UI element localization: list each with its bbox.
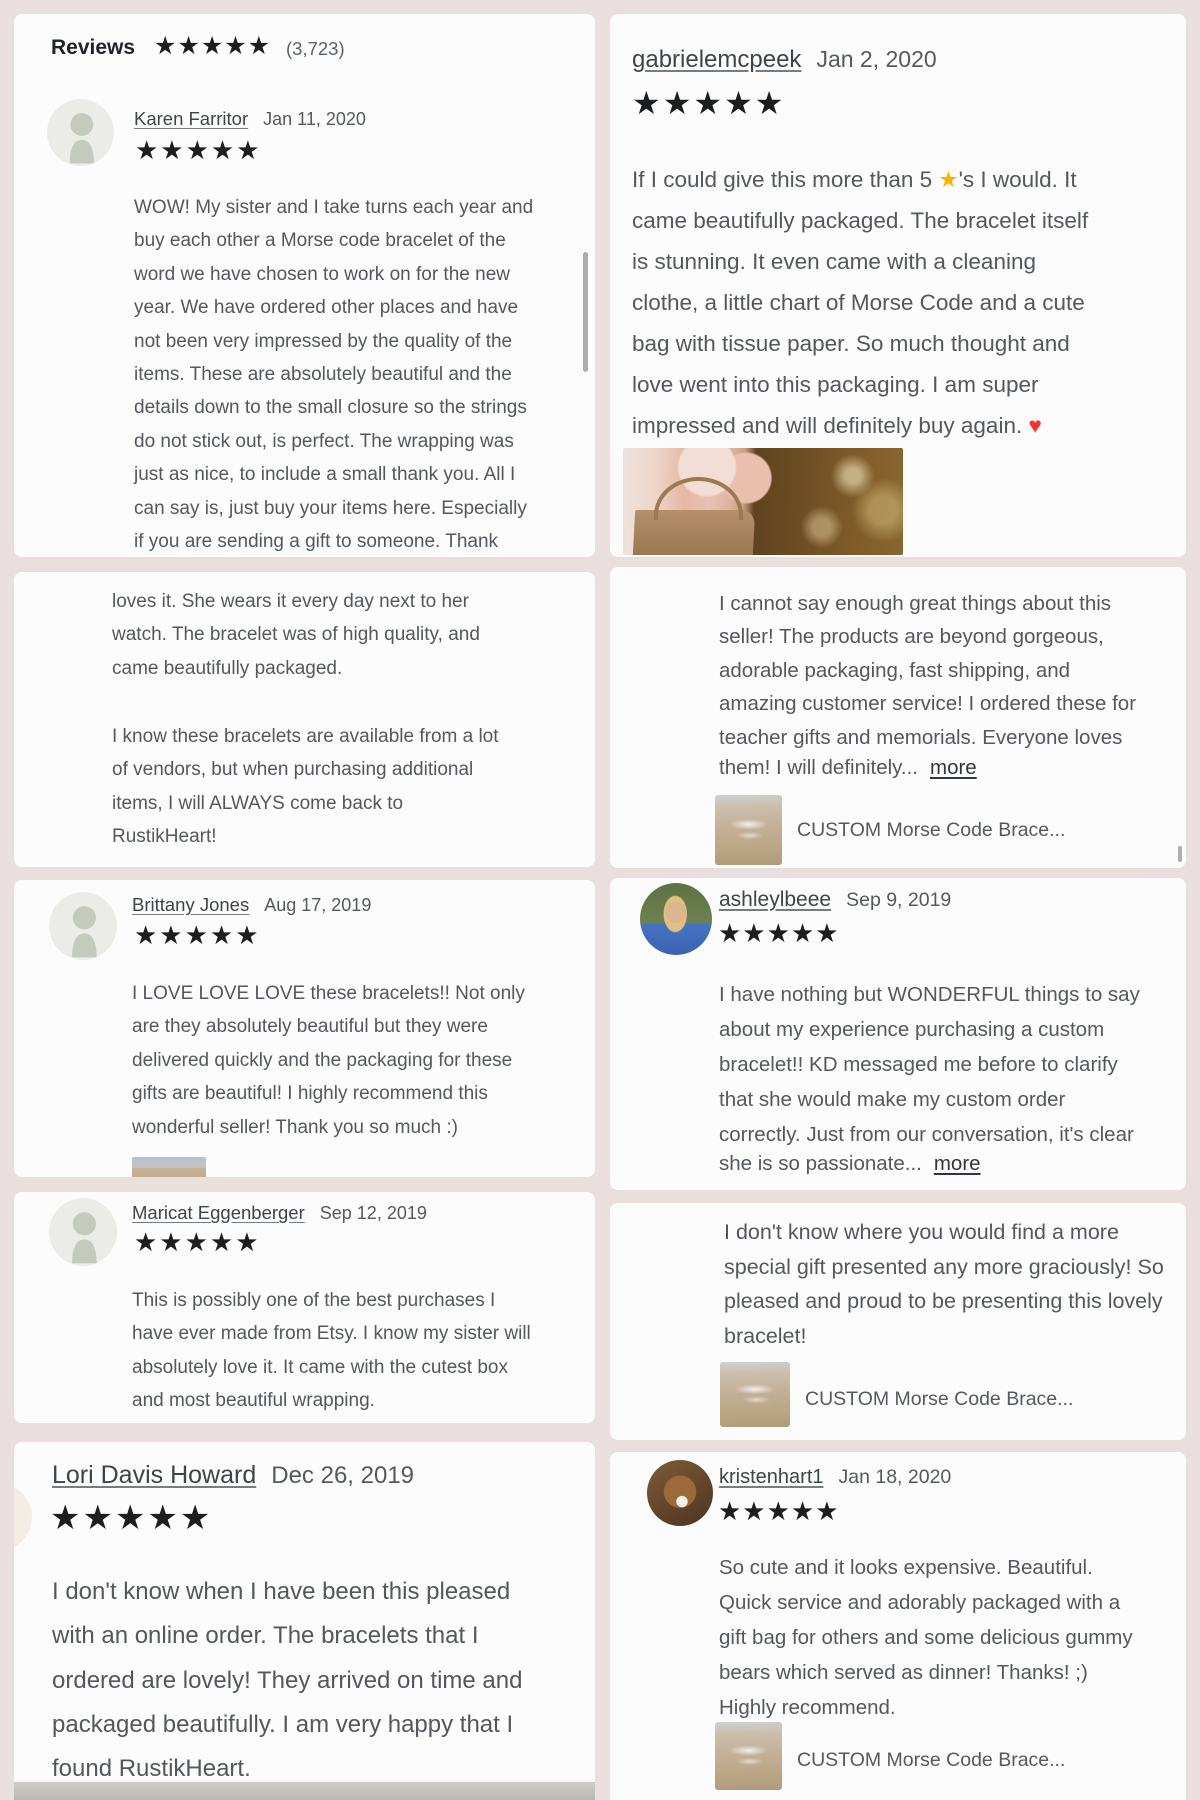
avatar-photo[interactable] bbox=[640, 883, 712, 955]
overall-rating-stars-icon: ★★★★★ bbox=[154, 32, 272, 60]
reviewer-name-link[interactable]: kristenhart1 bbox=[719, 1466, 824, 1488]
rating-stars-icon: ★★★★★ bbox=[134, 1227, 261, 1257]
review-text: I don't know where you would find a more special gift presented any more graciously! So pleased and proud to be presenting this lovely bracelet! bbox=[724, 1220, 1164, 1348]
review-text: I LOVE LOVE LOVE these bracelets!! Not only are they absolutely beautiful but they were delivered quickly and the packaging for these gifts are beautiful! I highly recommend this wonderful seller! Thank you so much :) bbox=[132, 983, 525, 1138]
review-text-last-line: she is so passionate... bbox=[719, 1152, 922, 1175]
reviewer-name-link[interactable]: gabrielemcpeek bbox=[632, 46, 802, 73]
avatar-placeholder[interactable] bbox=[14, 1483, 32, 1551]
scrollbar-thumb[interactable] bbox=[1178, 846, 1182, 862]
reviewer-name-link[interactable]: Karen Farritor bbox=[134, 108, 249, 129]
product-thumbnail[interactable] bbox=[720, 1362, 790, 1427]
review-card-lori bbox=[14, 1442, 595, 1800]
review-text: I know these bracelets are available from a lot of vendors, but when purchasing additional items, I will ALWAYS come back to RustikHeart! bbox=[112, 726, 499, 848]
more-link[interactable]: more bbox=[930, 756, 977, 779]
review-date: Aug 17, 2019 bbox=[264, 895, 372, 915]
review-text: I cannot say enough great things about this seller! The products are beyond gorgeous, adorable packaging, fast shipping, and amazing customer service! I ordered these for teacher gifts and memorials. Everyone loves bbox=[719, 592, 1137, 749]
avatar-placeholder[interactable] bbox=[49, 892, 117, 960]
review-text: WOW! My sister and I take turns each year and buy each other a Morse code bracelet of the word we have chosen to work on for the new year. We have ordered other places and have not been very impressed by the quality of the items. These are absolutely beautiful and the details down to the small closure so the strings do not stick out, is perfect. The wrapping was just as nice, to include a small thank you. All I can say is, just buy your items here. Especially if you are sending a gift to someone. Thank bbox=[134, 197, 534, 553]
review-card-continuation-watch bbox=[14, 572, 595, 867]
gold-star-icon: ★ bbox=[938, 167, 959, 192]
reviewer-name-link[interactable]: Maricat Eggenberger bbox=[132, 1202, 305, 1223]
rating-stars-icon: ★★★★★ bbox=[135, 135, 262, 165]
review-text: loves it. She wears it every day next to her watch. The bracelet was of high quality, and came beautifully packaged. bbox=[112, 591, 480, 679]
bag-handle-shape bbox=[654, 477, 743, 520]
photo-edge-strip bbox=[14, 1782, 595, 1800]
review-card-karen bbox=[14, 14, 595, 557]
more-link[interactable]: more bbox=[933, 1152, 981, 1175]
person-icon bbox=[47, 99, 114, 166]
review-photo-gift-bag[interactable] bbox=[623, 448, 903, 555]
avatar-photo-dog[interactable] bbox=[647, 1460, 713, 1526]
rating-stars-icon: ★★★★★ bbox=[134, 920, 261, 950]
reviewer-name-link[interactable]: Lori Davis Howard bbox=[52, 1461, 257, 1489]
review-card-kristen bbox=[610, 1452, 1186, 1800]
rating-stars-icon: ★★★★★ bbox=[718, 1496, 840, 1526]
review-date: Sep 9, 2019 bbox=[846, 889, 952, 911]
reviewer-name-link[interactable]: Brittany Jones bbox=[132, 894, 250, 915]
person-icon bbox=[49, 892, 117, 960]
avatar-placeholder[interactable] bbox=[49, 1198, 117, 1266]
reviewer-name-link[interactable]: ashleylbeee bbox=[719, 888, 832, 911]
review-text-last-line: them! I will definitely... bbox=[719, 756, 918, 779]
avatar-placeholder[interactable] bbox=[47, 99, 114, 166]
product-link[interactable]: CUSTOM Morse Code Brace... bbox=[805, 1388, 1074, 1410]
review-card-brittany bbox=[14, 880, 595, 1177]
review-card-continuation-seller bbox=[610, 567, 1186, 868]
heart-icon: ♥ bbox=[1028, 413, 1042, 438]
product-link[interactable]: CUSTOM Morse Code Brace... bbox=[797, 819, 1066, 841]
review-card-continuation-gift bbox=[610, 1203, 1186, 1440]
person-icon bbox=[49, 1198, 117, 1266]
rating-stars-icon: ★★★★★ bbox=[50, 1499, 213, 1537]
review-text: If I could give this more than 5 ★'s I would. It came beautifully packaged. The bracelet itself is stunning. It even came with a cleaning clothe, a little chart of Morse Code and a cute bag with tissue paper. So much thought and love went into this packaging. I am super impressed and will definitely buy again. ♥ bbox=[632, 167, 1089, 438]
review-card-ashley bbox=[610, 878, 1186, 1190]
review-photo-partial[interactable] bbox=[132, 1157, 206, 1177]
review-date: Jan 18, 2020 bbox=[838, 1466, 952, 1488]
review-date: Dec 26, 2019 bbox=[271, 1462, 415, 1489]
review-card-maricat bbox=[14, 1192, 595, 1423]
product-thumbnail[interactable] bbox=[715, 795, 782, 865]
review-text: I have nothing but WONDERFUL things to say about my experience purchasing a custom bracelet!! KD messaged me before to clarify that she would make my custom order correctly. Just from our conversation, it's clear bbox=[719, 983, 1140, 1146]
review-date: Sep 12, 2019 bbox=[319, 1203, 427, 1223]
review-date: Jan 2, 2020 bbox=[816, 46, 937, 72]
review-count: (3,723) bbox=[286, 38, 345, 59]
product-thumbnail[interactable] bbox=[715, 1722, 782, 1790]
review-text: I don't know when I have been this pleased with an online order. The bracelets that I ordered are lovely! They arrived on time and packaged beautifully. I am very happy that I found RustikHeart. bbox=[52, 1578, 523, 1783]
rating-stars-icon: ★★★★★ bbox=[632, 85, 786, 121]
product-link[interactable]: CUSTOM Morse Code Brace... bbox=[797, 1749, 1066, 1771]
review-card-gabriele bbox=[610, 14, 1186, 557]
reviews-heading: Reviews bbox=[51, 36, 136, 59]
scrollbar-thumb[interactable] bbox=[583, 252, 588, 372]
review-text: This is possibly one of the best purchases I have ever made from Etsy. I know my sister will absolutely love it. It came with the cutest box and most beautiful wrapping. bbox=[132, 1290, 531, 1412]
review-date: Jan 11, 2020 bbox=[263, 109, 366, 129]
review-text: So cute and it looks expensive. Beautiful. Quick service and adorably packaged with a gift bag for others and some delicious gummy bears which served as dinner! Thanks! ;) Highly recommend. bbox=[719, 1556, 1133, 1719]
rating-stars-icon: ★★★★★ bbox=[718, 918, 840, 948]
